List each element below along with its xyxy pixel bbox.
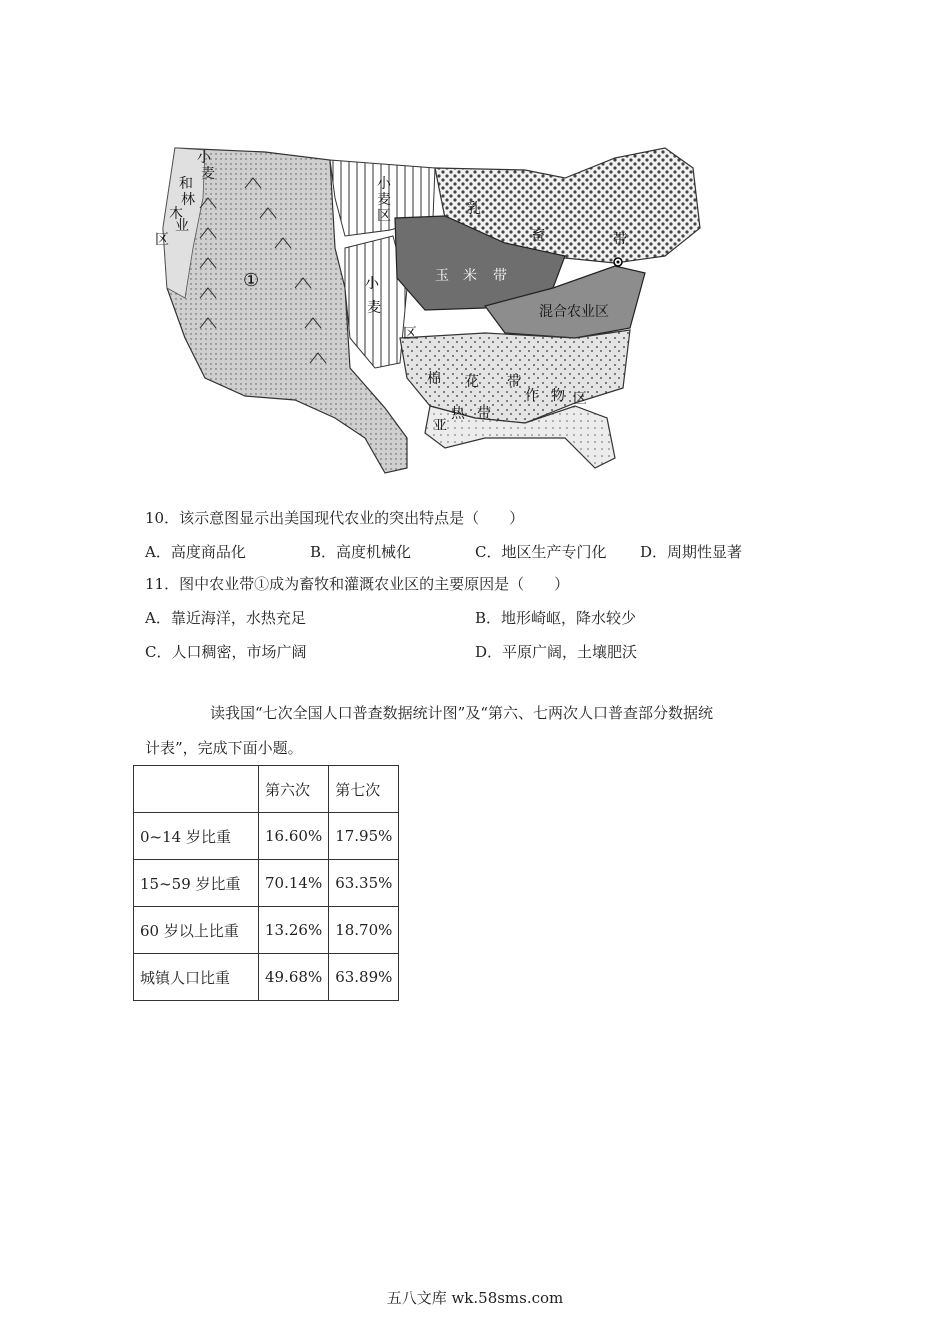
table-row — [134, 907, 399, 954]
svg-text:棉: 棉 — [427, 371, 441, 387]
table-cell: 城镇人口比重 — [134, 954, 259, 1001]
us-agriculture-map — [145, 138, 705, 483]
table-header-cell — [134, 766, 259, 813]
census-table — [133, 765, 399, 1001]
footer-watermark: 五八文库 wk.58sms.com — [386, 1289, 564, 1307]
question-10-stem: 10．该示意图显示出美国现代农业的突出特点是（ ） — [145, 509, 525, 527]
svg-text:小: 小 — [377, 176, 391, 192]
table-cell: 18.70% — [329, 907, 399, 954]
svg-text:带: 带 — [493, 268, 507, 284]
table-header-cell: 第七次 — [329, 766, 399, 813]
table-cell: 16.60% — [259, 813, 329, 860]
svg-text:乳: 乳 — [467, 201, 481, 217]
table-row — [134, 813, 399, 860]
question-11-option-a: A．靠近海洋，水热充足 — [145, 609, 306, 627]
svg-text:区: 区 — [403, 326, 417, 342]
question-11-option-c: C．人口稠密，市场广阔 — [145, 643, 307, 661]
svg-text:热: 热 — [451, 406, 465, 422]
table-header-row — [134, 766, 399, 813]
svg-text:区: 区 — [573, 391, 587, 407]
svg-text:林: 林 — [181, 192, 195, 208]
svg-text:小: 小 — [365, 276, 379, 292]
svg-text:亚: 亚 — [433, 418, 447, 434]
svg-text:麦: 麦 — [201, 166, 215, 182]
question-10-option-a: A．高度商品化 — [145, 543, 246, 561]
svg-text:区: 区 — [155, 232, 169, 248]
table-cell: 63.35% — [329, 860, 399, 907]
question-10-option-d: D．周期性显著 — [640, 543, 743, 561]
table-cell: 63.89% — [329, 954, 399, 1001]
svg-text:花: 花 — [465, 374, 479, 390]
svg-text:玉: 玉 — [435, 268, 449, 284]
table-cell: 60 岁以上比重 — [134, 907, 259, 954]
svg-text:业: 业 — [175, 218, 189, 234]
table-cell: 0~14 岁比重 — [134, 813, 259, 860]
svg-text:带: 带 — [477, 406, 491, 422]
svg-text:米: 米 — [463, 268, 477, 284]
question-11-option-d: D．平原广阔，土壤肥沃 — [475, 643, 638, 661]
intro-line-1: 读我国“七次全国人口普查数据统计图”及“第六、七两次人口普查部分数据统 — [210, 704, 714, 722]
table-cell: 15~59 岁比重 — [134, 860, 259, 907]
table-row — [134, 860, 399, 907]
svg-text:麦: 麦 — [367, 300, 381, 316]
question-11-option-b: B．地形崎岖，降水较少 — [475, 609, 637, 627]
table-cell: 17.95% — [329, 813, 399, 860]
table-cell: 13.26% — [259, 907, 329, 954]
svg-text:作: 作 — [525, 388, 539, 404]
svg-text:带: 带 — [507, 374, 521, 390]
svg-text:木: 木 — [169, 206, 183, 222]
question-11-stem: 11．图中农业带①成为畜牧和灌溉农业区的主要原因是（ ） — [145, 575, 570, 593]
svg-text:畜: 畜 — [531, 228, 545, 244]
table-cell: 49.68% — [259, 954, 329, 1001]
svg-text:混合农业区: 混合农业区 — [539, 304, 609, 320]
table-row — [134, 954, 399, 1001]
table-cell: 70.14% — [259, 860, 329, 907]
svg-text:区: 区 — [377, 208, 391, 224]
svg-text:和: 和 — [179, 176, 193, 192]
intro-line-2: 计表”，完成下面小题。 — [145, 739, 303, 757]
svg-text:①: ① — [243, 270, 260, 291]
table-header-cell: 第六次 — [259, 766, 329, 813]
svg-text:物: 物 — [551, 388, 565, 404]
svg-text:带: 带 — [613, 232, 627, 248]
question-10-option-b: B．高度机械化 — [310, 543, 412, 561]
svg-text:小: 小 — [197, 150, 211, 166]
svg-text:麦: 麦 — [377, 192, 391, 208]
question-10-option-c: C．地区生产专门化 — [475, 543, 607, 561]
